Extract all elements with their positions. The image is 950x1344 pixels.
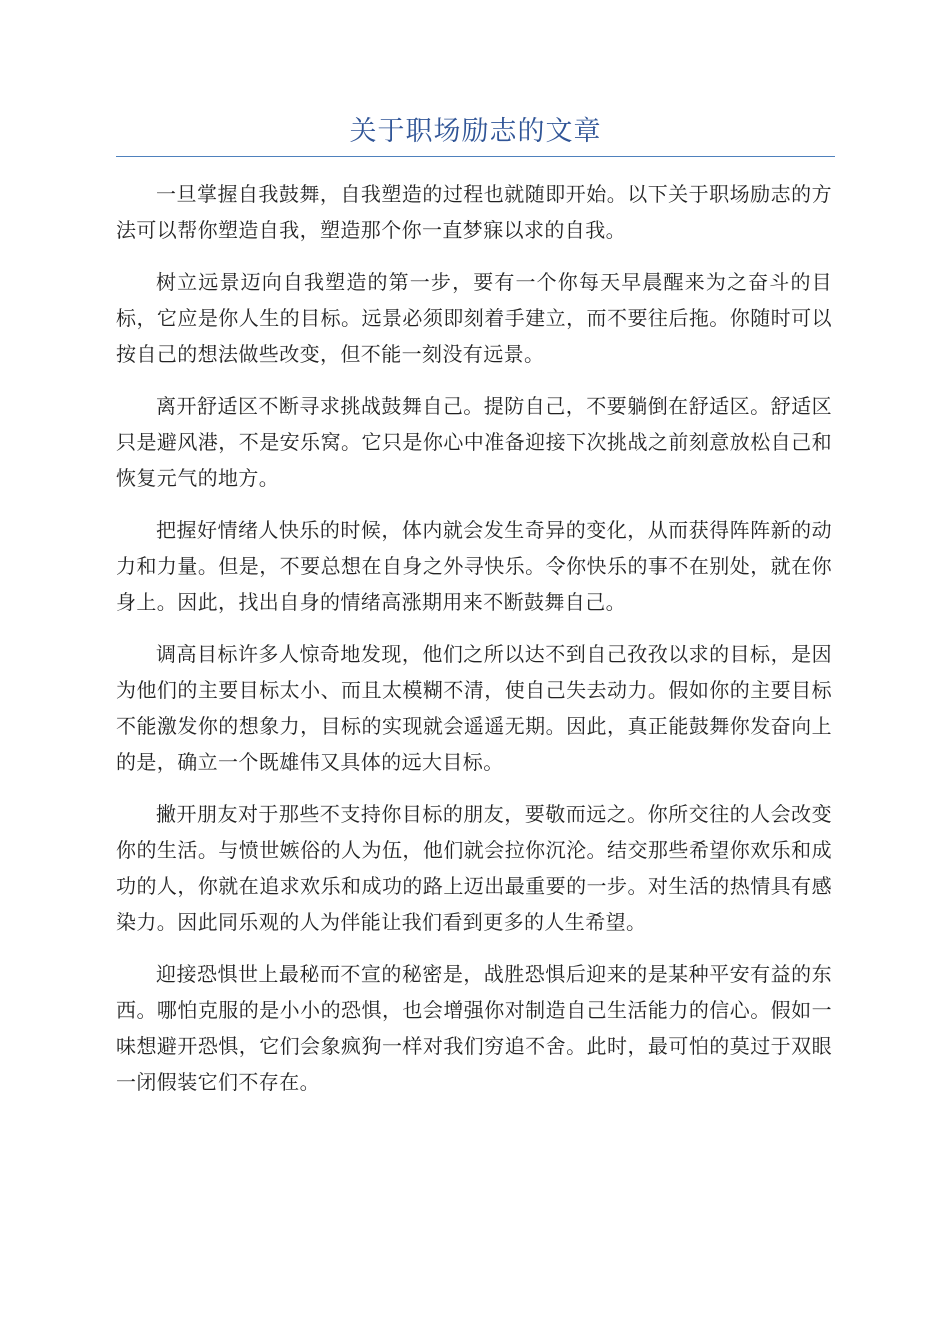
- paragraph-fear: 迎接恐惧世上最秘而不宣的秘密是，战胜恐惧后迎来的是某种平安有益的东西。哪怕克服的是小小的恐惧，也会增强你对制造自己生活能力的信心。假如一味想避开恐惧，它们会象疯狗一样对我们穷追不舍。此时，最可怕的莫过于双眼一闭假装它们不存在。: [116, 962, 832, 1094]
- paragraph-intro: 一旦掌握自我鼓舞，自我塑造的过程也就随即开始。以下关于职场励志的方法可以帮你塑造自我，塑造那个你一直梦寐以求的自我。: [116, 182, 832, 242]
- paragraph-comfort-zone: 离开舒适区不断寻求挑战鼓舞自己。提防自己，不要躺倒在舒适区。舒适区只是避风港，不是安乐窝。它只是你心中准备迎接下次挑战之前刻意放松自己和恢复元气的地方。: [116, 394, 832, 490]
- document-title: 关于职场励志的文章: [349, 116, 602, 147]
- paragraph-goals: 调高目标许多人惊奇地发现，他们之所以达不到自己孜孜以求的目标，是因为他们的主要目标太小、而且太模糊不清，使自己失去动力。假如你的主要目标不能激发你的想象力，目标的实现就会遥遥无期。因此，真正能鼓舞你发奋向上的是，确立一个既雄伟又具体的远大目标。: [116, 642, 832, 774]
- paragraph-emotions: 把握好情绪人快乐的时候，体内就会发生奇异的变化，从而获得阵阵新的动力和力量。但是，不要总想在自身之外寻快乐。令你快乐的事不在别处，就在你身上。因此，找出自身的情绪高涨期用来不断鼓舞自己。: [116, 518, 832, 614]
- paragraph-friends: 撇开朋友对于那些不支持你目标的朋友，要敬而远之。你所交往的人会改变你的生活。与愤世嫉俗的人为伍，他们就会拉你沉沦。结交那些希望你欢乐和成功的人，你就在追求欢乐和成功的路上迈出最重要的一步。对生活的热情具有感染力。因此同乐观的人为伴能让我们看到更多的人生希望。: [116, 802, 832, 934]
- paragraph-vision: 树立远景迈向自我塑造的第一步，要有一个你每天早晨醒来为之奋斗的目标，它应是你人生的目标。远景必须即刻着手建立，而不要往后拖。你随时可以按自己的想法做些改变，但不能一刻没有远景。: [116, 270, 832, 366]
- title-block: [116, 112, 835, 157]
- document-body: [116, 176, 832, 1116]
